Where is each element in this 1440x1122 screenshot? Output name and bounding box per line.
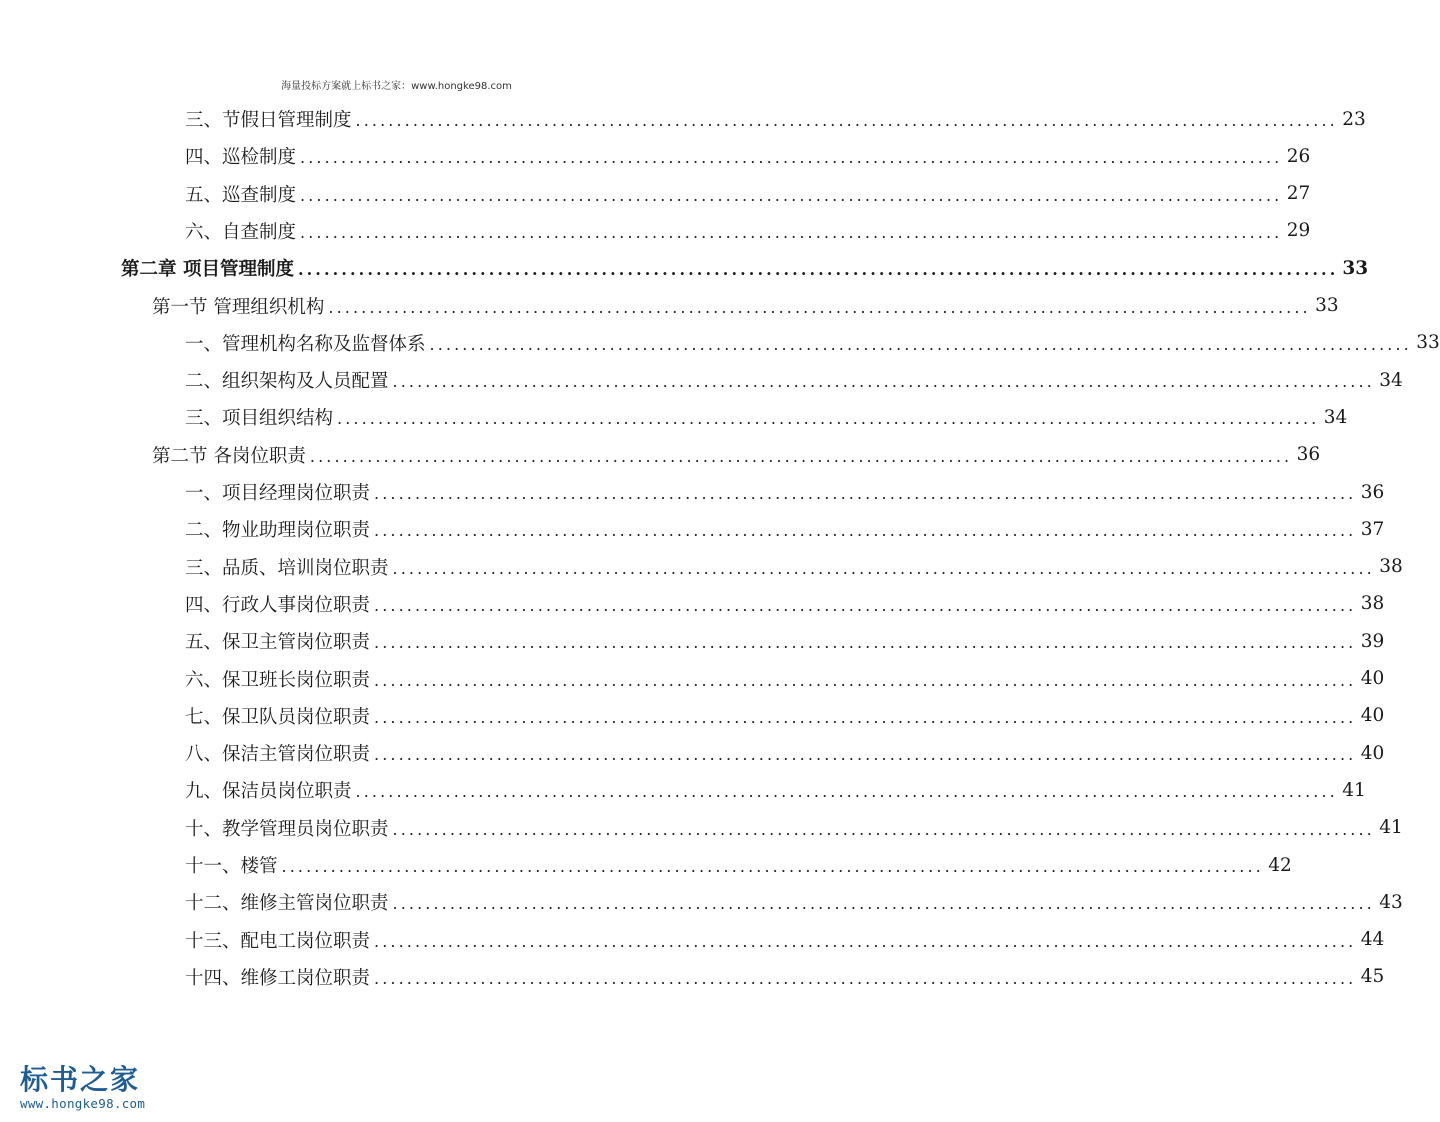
toc-entry-page: 42 bbox=[1268, 854, 1292, 876]
toc-entry[interactable] bbox=[185, 399, 1348, 435]
page-header: 海量投标方案就上标书之家：www.hongke98.com bbox=[281, 81, 512, 92]
toc-entry-label: 第二章 项目管理制度 bbox=[121, 259, 294, 281]
toc-leader-dots: ........................................................................................................................ bbox=[281, 857, 1264, 876]
toc-leader-dots: ........................................................................................................................ bbox=[300, 185, 1283, 205]
toc-entry[interactable] bbox=[185, 474, 1385, 510]
toc-entry-label: 一、项目经理岗位职责 bbox=[185, 483, 371, 504]
toc-entry-label: 八、保洁主管岗位职责 bbox=[185, 744, 371, 766]
toc-leader-dots: ........................................................................................................................ bbox=[300, 222, 1283, 242]
toc-entry[interactable] bbox=[185, 586, 1385, 622]
toc-entry[interactable] bbox=[185, 772, 1366, 808]
toc-leader-dots: ........................................................................................................................ bbox=[374, 521, 1357, 541]
toc-entry-label: 九、保洁员岗位职责 bbox=[185, 781, 352, 803]
toc-entry[interactable] bbox=[152, 288, 1339, 324]
toc-entry-label: 六、保卫班长岗位职责 bbox=[185, 669, 371, 691]
toc-entry-page: 37 bbox=[1360, 518, 1385, 540]
toc-entry-page: 33 bbox=[1315, 295, 1339, 316]
toc-entry-label: 第一节 管理组织机构 bbox=[152, 296, 325, 318]
toc-entry-page: 40 bbox=[1360, 668, 1385, 689]
logo-url: www.hongke98.com bbox=[20, 1096, 146, 1111]
toc-entry-page: 27 bbox=[1286, 183, 1311, 205]
toc-entry-label: 三、品质、培训岗位职责 bbox=[185, 557, 389, 579]
toc-entry[interactable] bbox=[185, 623, 1385, 659]
toc-entry[interactable] bbox=[185, 101, 1366, 137]
logo-brand: 标书之家 bbox=[20, 1063, 141, 1096]
toc-entry-page: 26 bbox=[1286, 145, 1311, 167]
toc-leader-dots: ........................................................................................................................ bbox=[392, 372, 1375, 392]
toc-leader-dots: ........................................................................................................................ bbox=[337, 409, 1320, 429]
toc-leader-dots: ........................................................................................................................ bbox=[374, 968, 1357, 988]
toc-entry[interactable] bbox=[185, 549, 1403, 585]
toc-entry[interactable] bbox=[121, 250, 1369, 286]
toc-entry-page: 43 bbox=[1379, 891, 1403, 913]
toc-entry-page: 34 bbox=[1379, 369, 1403, 391]
toc-entry-page: 36 bbox=[1360, 481, 1385, 503]
toc-leader-dots: ........................................................................................................................ bbox=[374, 745, 1357, 765]
toc-entry-page: 29 bbox=[1286, 220, 1311, 242]
toc-entry-page: 33 bbox=[1342, 257, 1369, 279]
toc-entry-page: 38 bbox=[1360, 593, 1385, 615]
toc-entry-page: 39 bbox=[1360, 630, 1385, 652]
toc-entry-label: 第二节 各岗位职责 bbox=[152, 445, 306, 467]
toc-leader-dots: ........................................................................................................................ bbox=[392, 894, 1375, 914]
toc-leader-dots: ........................................................................................................................ bbox=[374, 707, 1357, 727]
toc-leader-dots: ........................................................................................................................ bbox=[355, 111, 1338, 130]
toc-entry[interactable] bbox=[185, 847, 1292, 883]
toc-entry-label: 四、行政人事岗位职责 bbox=[185, 594, 371, 616]
toc-entry[interactable] bbox=[185, 884, 1403, 920]
toc-leader-dots: ........................................................................................................................ bbox=[374, 670, 1357, 690]
toc-entry-page: 40 bbox=[1360, 705, 1385, 727]
toc-entry-label: 三、节假日管理制度 bbox=[185, 110, 352, 131]
toc-entry-label: 七、保卫队员岗位职责 bbox=[185, 706, 371, 728]
toc-leader-dots: ........................................................................................................................ bbox=[374, 931, 1357, 951]
toc-leader-dots: ........................................................................................................................ bbox=[374, 633, 1357, 653]
toc-entry-page: 34 bbox=[1323, 406, 1348, 428]
toc-entry-page: 23 bbox=[1342, 108, 1366, 130]
toc-entry-page: 40 bbox=[1360, 742, 1385, 764]
toc-entry-label: 五、巡查制度 bbox=[185, 184, 297, 206]
toc-entry-label: 三、项目组织结构 bbox=[185, 408, 334, 430]
toc-leader-dots: ........................................................................................................................ bbox=[429, 334, 1412, 354]
toc-entry-label: 四、巡检制度 bbox=[185, 147, 297, 169]
toc-leader-dots: ........................................................................................................................ bbox=[374, 595, 1357, 615]
toc-entry-page: 33 bbox=[1416, 332, 1440, 354]
toc-entry[interactable] bbox=[185, 138, 1311, 174]
toc-entry-page: 44 bbox=[1360, 929, 1385, 951]
toc-entry[interactable] bbox=[185, 362, 1403, 398]
toc-entry-label: 十三、配电工岗位职责 bbox=[185, 930, 371, 952]
toc-leader-dots: ........................................................................................................................ bbox=[355, 782, 1338, 802]
toc-entry[interactable] bbox=[185, 698, 1385, 734]
toc-entry[interactable] bbox=[185, 176, 1311, 212]
toc-entry-label: 六、自查制度 bbox=[185, 221, 297, 243]
toc-entry-label: 二、物业助理岗位职责 bbox=[185, 520, 371, 542]
toc-entry[interactable] bbox=[185, 959, 1385, 995]
toc-leader-dots: ........................................................................................................................ bbox=[309, 446, 1293, 466]
toc-entry[interactable] bbox=[185, 213, 1311, 249]
toc-leader-dots: ........................................................................................................................ bbox=[374, 484, 1357, 503]
toc-leader-dots: ........................................................................................................................ bbox=[392, 819, 1375, 839]
toc-entry-label: 十四、维修工岗位职责 bbox=[185, 967, 371, 989]
toc-entry[interactable] bbox=[185, 511, 1385, 547]
toc-entry-label: 十、教学管理员岗位职责 bbox=[185, 818, 389, 840]
toc-entry[interactable] bbox=[185, 810, 1403, 846]
toc-entry-label: 二、组织架构及人员配置 bbox=[185, 371, 389, 393]
toc-entry-page: 36 bbox=[1296, 444, 1321, 466]
toc-leader-dots: ........................................................................................................................ bbox=[328, 297, 1311, 317]
toc-leader-dots: ........................................................................................................................ bbox=[300, 148, 1283, 168]
toc-entry-page: 41 bbox=[1379, 817, 1403, 839]
toc-entry-label: 一、管理机构名称及监督体系 bbox=[185, 333, 426, 355]
toc-entry-page: 38 bbox=[1379, 556, 1403, 578]
toc-entry-label: 五、保卫主管岗位职责 bbox=[185, 632, 371, 654]
toc-entry[interactable] bbox=[185, 735, 1385, 771]
toc-entry-label: 十一、楼管 bbox=[185, 856, 278, 877]
toc-entry[interactable] bbox=[185, 325, 1440, 361]
toc-entry-page: 41 bbox=[1342, 779, 1366, 801]
toc-entry[interactable] bbox=[185, 922, 1385, 958]
toc-leader-dots: ........................................................................................................................ bbox=[297, 260, 1339, 280]
toc-entry-page: 45 bbox=[1360, 966, 1385, 988]
toc-entry[interactable] bbox=[185, 661, 1385, 697]
watermark-logo bbox=[20, 1063, 146, 1111]
toc-entry[interactable] bbox=[152, 437, 1321, 473]
toc-entry-label: 十二、维修主管岗位职责 bbox=[185, 893, 389, 915]
toc-leader-dots: ........................................................................................................................ bbox=[392, 558, 1375, 578]
